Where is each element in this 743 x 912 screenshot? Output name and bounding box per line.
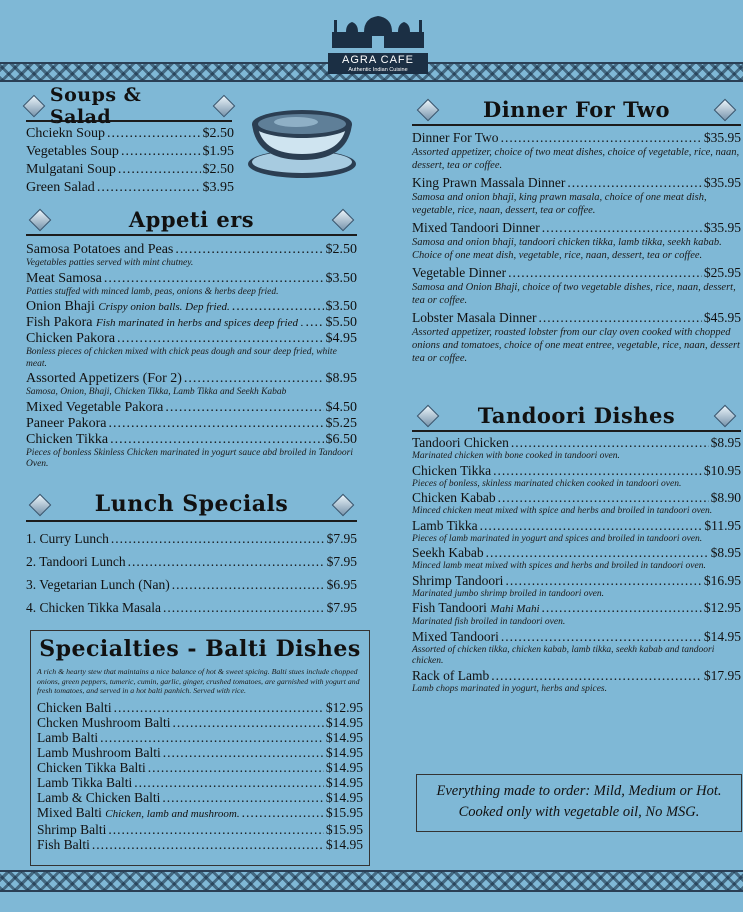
- soups-list: [26, 125, 234, 197]
- menu-item-name-text: Chciekn Soup: [26, 126, 105, 141]
- dot-leader: [108, 822, 323, 837]
- dot-leader: [121, 143, 201, 161]
- soups-heading: [26, 84, 232, 128]
- menu-item-name: [26, 371, 182, 387]
- menu-item-inline-desc: Crispy onion balls. Dep fried.: [98, 301, 230, 313]
- menu-item-row: [412, 435, 741, 451]
- menu-item-name-text: Lamb Tikka: [412, 517, 478, 533]
- menu-item-name-text: Shrimp Tandoori: [412, 572, 504, 588]
- menu-item-price: $12.95: [703, 600, 741, 615]
- menu-item-name-text: 3. Vegetarian Lunch (Nan): [26, 577, 170, 592]
- menu-item-row: [26, 553, 357, 571]
- menu-item-row: [26, 416, 357, 432]
- menu-item-row: [412, 518, 741, 534]
- lunch-heading: [26, 488, 357, 520]
- menu-item-name-text: Seekh Kabab: [412, 545, 484, 560]
- menu-item-price: $8.95: [710, 545, 741, 560]
- menu-item-row: [412, 130, 741, 146]
- dot-leader: [491, 668, 702, 684]
- dot-leader: [148, 760, 324, 775]
- menu-item-name-text: Chicken Balti: [37, 699, 112, 715]
- order-note-line1: Everything made to order: Mild, Medium or Hot.: [436, 783, 722, 799]
- balti-title: Specialties - Balti Dishes: [39, 636, 361, 662]
- menu-item-row: [412, 220, 741, 236]
- dot-leader: [175, 242, 323, 258]
- menu-item-name-text: Onion Bhaji: [26, 299, 95, 314]
- menu-item-name: [412, 220, 540, 236]
- appetizers-heading: [26, 204, 357, 234]
- menu-item-description: Marinated fish broiled in tandoori oven.: [412, 617, 566, 627]
- dot-leader: [165, 400, 323, 416]
- menu-item-description: Vegetables patties served with mint chutney.: [26, 258, 194, 268]
- menu-item-row: [412, 310, 741, 326]
- menu-item-price: $8.95: [325, 371, 357, 386]
- menu-item-name: [412, 668, 489, 684]
- tandoori-title: Tandoori Dishes: [477, 402, 676, 428]
- appetizers-rule: [26, 234, 357, 236]
- menu-item-name: [412, 130, 499, 146]
- menu-item-price: $14.95: [325, 789, 363, 805]
- menu-item-name-text: Paneer Pakora: [26, 415, 107, 431]
- menu-item-name: [37, 730, 98, 745]
- dinner-section: [412, 94, 741, 368]
- menu-item-price: $4.95: [325, 331, 357, 346]
- menu-item-description: Marinated chicken with bone cooked in tandoori oven.: [412, 451, 620, 461]
- menu-item-row: [412, 463, 741, 479]
- menu-item-row: [412, 490, 741, 506]
- menu-item-price: $14.95: [325, 774, 363, 790]
- menu-item-row: [37, 760, 363, 775]
- soup-bowl-icon: [242, 98, 362, 182]
- menu-item-row: [26, 179, 234, 197]
- menu-item-name-text: Samosa Potatoes and Peas: [26, 242, 174, 257]
- menu-item-name: [412, 600, 540, 617]
- menu-item-row: [412, 573, 741, 589]
- dot-leader: [100, 730, 324, 745]
- dot-leader: [104, 271, 324, 287]
- menu-item-price: $5.50: [325, 315, 357, 330]
- diamond-icon: [213, 95, 236, 118]
- menu-item-name: [26, 416, 106, 432]
- menu-item-name-text: 1. Curry Lunch: [26, 531, 109, 546]
- menu-item-description: Assorted of chicken tikka, chicken kabab, lamb tikka, seekh kabab and tandoori chicken.: [412, 644, 715, 666]
- dot-leader: [173, 715, 324, 730]
- menu-item-price: $3.95: [202, 180, 234, 195]
- menu-item-name: [37, 822, 106, 837]
- menu-item-row: [26, 576, 357, 594]
- menu-item-name-text: 2. Tandoori Lunch: [26, 554, 126, 569]
- tandoori-list: [412, 435, 741, 695]
- diamond-icon: [29, 209, 52, 232]
- menu-item-description: Pieces of bonless, skinless marinated chicken cooked in tandoori oven.: [412, 478, 682, 489]
- menu-item-name-text: Lamb Tikka Balti: [37, 774, 133, 790]
- menu-item-name: [26, 143, 119, 161]
- menu-item-name: [412, 545, 484, 561]
- menu-item-name-text: Mixed Vegetable Pakora: [26, 399, 164, 415]
- menu-item-name-text: Meat Samosa: [26, 270, 102, 286]
- menu-item-name: [412, 265, 506, 281]
- tandoori-heading: [412, 400, 741, 430]
- balti-intro: A rich & hearty stew that maintains a nice balance of hot & sweet spicing. Balti stues include chopped onions, green peppers, tumeric, cumin, garlic, ginger, crushed tomatoes, are garnished with yogurt and fresh tomatoes, and served in a hot balti panhich. Served with rice.: [37, 667, 360, 695]
- menu-item-description: Minced chicken meat mixed with spice and herbs and broiled in tandoori oven.: [412, 506, 713, 516]
- menu-item-row: [26, 331, 357, 347]
- menu-item-name: [26, 576, 170, 594]
- menu-item-name: [26, 400, 163, 416]
- menu-item-name-text: Lamb Mushroom Balti: [37, 744, 161, 760]
- menu-item-name: [26, 553, 126, 571]
- menu-item-name: [26, 271, 102, 287]
- balti-heading: [31, 631, 369, 667]
- menu-item-price: $15.95: [325, 804, 363, 820]
- balti-box: [30, 630, 370, 866]
- dot-leader: [128, 553, 325, 571]
- menu-item-name-text: Lobster Masala Dinner: [412, 310, 537, 325]
- dot-leader: [305, 315, 323, 331]
- menu-item-name-text: Green Salad: [26, 180, 95, 195]
- diamond-icon: [714, 405, 737, 428]
- menu-item-row: [412, 175, 741, 191]
- dot-leader: [111, 530, 325, 548]
- menu-item-description: Samosa and onion bhaji, tandoori chicken tikka, lamb tikka, seekh kabab. Choice of one meat dish, vegetable, rice, naan, dessert, tea or coffee.: [412, 237, 722, 261]
- menu-item-price: $3.50: [325, 299, 357, 314]
- menu-item-row: [37, 745, 363, 760]
- balti-list: [31, 700, 369, 852]
- dot-leader: [134, 775, 324, 790]
- menu-item-price: $25.95: [703, 265, 741, 280]
- menu-item-name-text: Vegetables Soup: [26, 144, 119, 159]
- menu-item-row: [412, 600, 741, 617]
- menu-item-name-text: Assorted Appetizers (For 2): [26, 371, 182, 386]
- menu-item-name: [37, 805, 240, 822]
- dinner-title: Dinner For Two: [482, 96, 670, 122]
- appetizers-list: [26, 242, 357, 471]
- diamond-icon: [332, 494, 355, 517]
- menu-item-inline-desc: Fish marinated in herbs and spices deep fried .: [96, 317, 304, 329]
- menu-item-price: $5.25: [325, 415, 357, 431]
- dot-leader: [498, 490, 709, 506]
- menu-item-name-text: Chcken Mushroom Balti: [37, 714, 171, 730]
- menu-item-name: [37, 745, 161, 760]
- menu-item-name: [26, 179, 95, 197]
- menu-item-name-text: Chicken Pakora: [26, 331, 116, 346]
- menu-item-name: [412, 490, 496, 506]
- menu-item-name: [412, 310, 536, 326]
- menu-item-row: [37, 775, 363, 790]
- menu-item-price: $15.95: [325, 821, 363, 837]
- menu-item-description: Assorted appetizer, roasted lobster from our clay oven cooked with chopped onions and tomatoes, choice of one meat entree, vegetable, rice, naan, dessert tea or coffee.: [412, 327, 740, 364]
- dot-leader: [480, 518, 703, 534]
- logo-name: AGRA CAFE: [328, 53, 428, 67]
- diamond-icon: [417, 99, 440, 122]
- menu-item-name-text: Mixed Balti: [37, 804, 102, 820]
- dot-leader: [172, 576, 325, 594]
- menu-item-name-text: Fish Balti: [37, 836, 90, 852]
- menu-item-row: [37, 730, 363, 745]
- menu-item-inline-desc: Chicken, lamb and mushroom.: [105, 807, 240, 820]
- dot-leader: [97, 179, 201, 197]
- menu-item-name: [26, 331, 115, 347]
- menu-item-name-text: Vegetable Dinner: [412, 265, 507, 280]
- menu-item-name-text: Chicken Tikka Balti: [37, 759, 146, 775]
- dot-leader: [538, 310, 701, 326]
- dot-leader: [567, 175, 702, 191]
- menu-item-name: [37, 837, 90, 852]
- menu-item-row: [412, 265, 741, 281]
- menu-item-name-text: Fish Pakora: [26, 315, 93, 330]
- menu-item-name: [26, 161, 116, 179]
- menu-item-name: [26, 242, 173, 258]
- menu-item-name: [412, 573, 503, 589]
- menu-item-description: Samosa and onion bhaji, king prawn masala, choice of one meat dish, vegetable, rice, naan, dessert, tea or coffee.: [412, 192, 707, 216]
- menu-item-name-text: Chicken Kabab: [412, 490, 496, 505]
- menu-item-price: $6.95: [326, 577, 357, 592]
- logo-tagline: Authentic Indian Cuisine: [328, 67, 428, 74]
- dot-leader: [118, 161, 201, 179]
- dot-leader: [508, 265, 702, 281]
- dot-leader: [162, 790, 324, 805]
- diamond-icon: [417, 405, 440, 428]
- menu-item-row: [26, 271, 357, 287]
- diamond-icon: [714, 99, 737, 122]
- soups-title: Soups & Salad: [49, 84, 142, 128]
- menu-item-name-text: Mixed Tandoori: [412, 628, 499, 644]
- menu-item-name-text: Lamb Balti: [37, 729, 99, 745]
- diamond-icon: [332, 209, 355, 232]
- dot-leader: [108, 416, 323, 432]
- dot-leader: [511, 435, 709, 451]
- menu-item-price: $35.95: [703, 175, 741, 190]
- dinner-heading: [412, 94, 741, 124]
- menu-item-name-text: Chicken Tikka: [26, 431, 109, 447]
- menu-item-price: $10.95: [703, 462, 741, 478]
- menu-item-price: $2.50: [202, 162, 234, 177]
- menu-item-name-text: King Prawn Massala Dinner: [412, 175, 566, 190]
- menu-item-name: [37, 790, 160, 805]
- menu-item-price: $14.95: [325, 759, 363, 775]
- menu-item-name-text: Mulgatani Soup: [26, 162, 116, 177]
- menu-item-price: $8.90: [710, 490, 741, 505]
- dot-leader: [493, 463, 702, 479]
- dot-leader: [117, 331, 323, 347]
- dinner-rule: [412, 124, 741, 126]
- menu-item-price: $14.95: [325, 744, 363, 760]
- lunch-list: [26, 530, 357, 617]
- menu-item-row: [412, 668, 741, 684]
- menu-item-name-text: Rack of Lamb: [412, 667, 490, 683]
- menu-item-name: [37, 760, 146, 775]
- menu-item-name: [412, 629, 499, 645]
- dot-leader: [92, 837, 324, 852]
- menu-item-row: [26, 299, 357, 315]
- menu-item-name: [412, 175, 565, 191]
- menu-item-name: [26, 299, 230, 315]
- tandoori-section: [412, 400, 741, 695]
- menu-item-name-text: Chicken Tikka: [412, 462, 492, 478]
- menu-item-row: [37, 715, 363, 730]
- menu-item-price: $35.95: [703, 220, 741, 235]
- menu-item-row: [26, 432, 357, 448]
- menu-item-description: Pieces of bonless Skinless Chicken marinated in yogurt sauce abd broiled in Tandoori Oven.: [26, 447, 354, 469]
- menu-item-price: $11.95: [704, 517, 741, 533]
- menu-item-price: $17.95: [703, 667, 741, 683]
- menu-item-row: [37, 805, 363, 822]
- appetizers-title: Appeti ers: [128, 206, 255, 232]
- menu-item-name-text: Mixed Tandoori Dinner: [412, 220, 540, 235]
- menu-item-row: [26, 161, 234, 179]
- menu-item-name: [37, 775, 132, 790]
- dot-leader: [163, 599, 325, 617]
- menu-item-row: [26, 315, 357, 331]
- dot-leader: [184, 371, 324, 387]
- menu-item-row: [37, 700, 363, 715]
- menu-item-price: $8.95: [710, 435, 741, 450]
- menu-item-description: Marinated jumbo shrimp broiled in tandoori oven.: [412, 588, 605, 599]
- menu-item-price: $7.95: [326, 600, 357, 615]
- menu-item-name: [26, 599, 161, 617]
- menu-item-price: $12.95: [325, 699, 363, 715]
- menu-item-price: $45.95: [703, 310, 741, 325]
- menu-item-name-text: Shrimp Balti: [37, 821, 107, 837]
- menu-item-price: $16.95: [703, 572, 741, 588]
- menu-item-name: [412, 463, 491, 479]
- menu-item-price: $35.95: [703, 130, 741, 145]
- menu-item-inline-desc: Mahi Mahi: [490, 603, 540, 615]
- dot-leader: [486, 545, 709, 561]
- diamond-icon: [23, 95, 46, 118]
- menu-item-name: [26, 530, 109, 548]
- menu-item-description: Bonless pieces of chicken mixed with chick peas dough and sour deep fried, white meat.: [26, 347, 337, 369]
- menu-item-row: [26, 530, 357, 548]
- menu-item-price: $3.50: [325, 270, 357, 286]
- bottom-border-band: [0, 870, 743, 892]
- menu-item-name: [37, 715, 171, 730]
- menu-item-price: $2.50: [202, 126, 234, 141]
- menu-item-row: [26, 400, 357, 416]
- menu-item-description: Assorted appetizer, choice of two meat dishes, choice of vegetable, rice, naan, dessert, tea or coffee.: [412, 147, 740, 171]
- menu-item-description: Patties stuffed with minced lamb, peas, onions & herbs deep fried.: [26, 286, 279, 297]
- menu-item-description: Lamb chops marinated in yogurt, herbs and spices.: [412, 683, 608, 694]
- menu-item-name: [37, 700, 112, 715]
- menu-item-description: Samosa, Onion, Bhaji, Chicken Tikka, Lamb Tikka and Seekh Kabab: [26, 387, 287, 397]
- tandoori-rule: [412, 430, 741, 432]
- menu-item-price: $7.95: [326, 554, 357, 569]
- menu-item-row: [37, 790, 363, 805]
- soups-section: [26, 84, 234, 197]
- appetizers-section: [26, 204, 357, 472]
- menu-item-row: [412, 629, 741, 645]
- dot-leader: [163, 745, 324, 760]
- menu-item-name-text: Lamb & Chicken Balti: [37, 789, 161, 805]
- menu-item-price: $1.95: [202, 144, 234, 159]
- menu-item-price: $14.95: [325, 714, 363, 730]
- menu-item-price: $14.95: [325, 729, 363, 745]
- menu-item-row: [26, 371, 357, 387]
- menu-item-price: $6.50: [325, 431, 357, 447]
- menu-item-description: Pieces of lamb marinated in yogurt and spices and broiled in tandoori oven.: [412, 533, 703, 544]
- menu-item-name: [26, 315, 303, 331]
- menu-item-name-text: 4. Chicken Tikka Masala: [26, 600, 161, 615]
- menu-item-row: [26, 599, 357, 617]
- menu-item-name: [26, 432, 108, 448]
- menu-item-name-text: Fish Tandoori: [412, 600, 487, 615]
- dot-leader: [542, 600, 702, 616]
- menu-item-row: [37, 822, 363, 837]
- dot-leader: [505, 573, 701, 589]
- dinner-list: [412, 130, 741, 365]
- diamond-icon: [29, 494, 52, 517]
- menu-item-price: $14.95: [325, 836, 363, 852]
- logo: [328, 14, 428, 80]
- menu-item-price: $14.95: [703, 628, 741, 644]
- dot-leader: [542, 220, 702, 236]
- menu-item-description: Samosa and Onion Bhaji, choice of two vegetable dishes, rice, naan, dessert, tea or coffee.: [412, 282, 736, 306]
- dot-leader: [242, 805, 324, 820]
- dot-leader: [114, 700, 324, 715]
- order-note-line2: Cooked only with vegetable oil, No MSG.: [458, 804, 700, 820]
- menu-item-row: [26, 143, 234, 161]
- menu-item-description: Minced lamb meat mixed with spices and herbs and broiled in tandoori oven.: [412, 561, 706, 571]
- menu-item-name: [412, 435, 509, 451]
- menu-item-name-text: Tandoori Chicken: [412, 435, 509, 450]
- menu-item-price: $7.95: [326, 531, 357, 546]
- menu-item-price: $2.50: [325, 242, 357, 257]
- order-note-box: [416, 774, 742, 832]
- menu-item-name-text: Dinner For Two: [412, 130, 499, 145]
- dot-leader: [501, 130, 702, 146]
- menu-item-row: [412, 545, 741, 561]
- lunch-rule: [26, 520, 357, 522]
- dot-leader: [110, 432, 323, 448]
- taj-mahal-icon: [328, 14, 428, 48]
- lunch-title: Lunch Specials: [94, 491, 289, 517]
- menu-item-name: [412, 518, 478, 534]
- lunch-section: [26, 488, 357, 622]
- menu-item-row: [26, 242, 357, 258]
- menu-item-price: $4.50: [325, 399, 357, 415]
- menu-item-row: [37, 837, 363, 852]
- dot-leader: [232, 299, 324, 315]
- dot-leader: [501, 629, 702, 645]
